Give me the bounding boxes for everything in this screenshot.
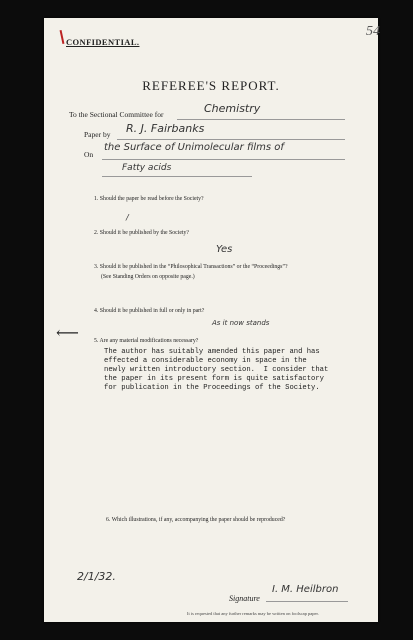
question-5-typed-answer: The author has suitably amended this paper and has effected a considerable economy in space in the newly written introductory section. I consider that the paper in its present form is quite satisfactory for publication in the Proceedings of the Society. xyxy=(104,348,329,392)
question-4: 4. Should it be published in full or only in part? xyxy=(94,308,205,314)
report-date: 2/1/32. xyxy=(77,570,116,583)
page-number: 54 xyxy=(366,24,380,39)
on-value-line-2: Fatty acids xyxy=(122,163,172,173)
confidential-label: CONFIDENTIAL. xyxy=(66,37,140,47)
question-2: 2. Should it be published by the Society? xyxy=(94,230,189,236)
paper-by-label: Paper by xyxy=(84,130,111,139)
page-title: REFEREE'S REPORT. xyxy=(142,78,280,93)
committee-value: Chemistry xyxy=(204,102,261,115)
signature-label: Signature xyxy=(229,594,260,603)
on-label: On xyxy=(84,150,94,159)
on-line-1 xyxy=(102,159,345,160)
committee-line xyxy=(177,119,345,120)
question-2-answer: Yes xyxy=(216,244,233,255)
arrow-icon: ⟵ xyxy=(56,325,79,342)
paper-by-value: R. J. Fairbanks xyxy=(126,122,205,135)
question-6: 6. Which illustrations, if any, accompanying the paper should be reproduced? xyxy=(106,517,286,523)
question-3-note: (See Standing Orders on opposite page.) xyxy=(101,274,195,280)
question-3: 3. Should it be published in the “Philosophical Transactions” or the “Proceedings”? xyxy=(94,264,288,270)
question-5: 5. Are any material modifications necessary? xyxy=(94,338,199,344)
question-1-mark: / xyxy=(126,213,129,222)
question-1: 1. Should the paper be read before the Society? xyxy=(94,196,204,202)
signature-line xyxy=(266,601,348,602)
signature-value: I. M. Heilbron xyxy=(272,584,339,595)
on-line-2 xyxy=(102,176,252,177)
question-4-answer: As it now stands xyxy=(212,319,270,327)
on-value-line-1: the Surface of Unimolecular films of xyxy=(104,142,284,153)
red-mark xyxy=(60,30,65,44)
document-page xyxy=(44,18,378,622)
paper-by-line xyxy=(117,139,345,140)
committee-label: To the Sectional Committee for xyxy=(69,110,164,119)
footer-note: It is requested that any further remarks may be written on foolscap paper. xyxy=(187,611,319,616)
